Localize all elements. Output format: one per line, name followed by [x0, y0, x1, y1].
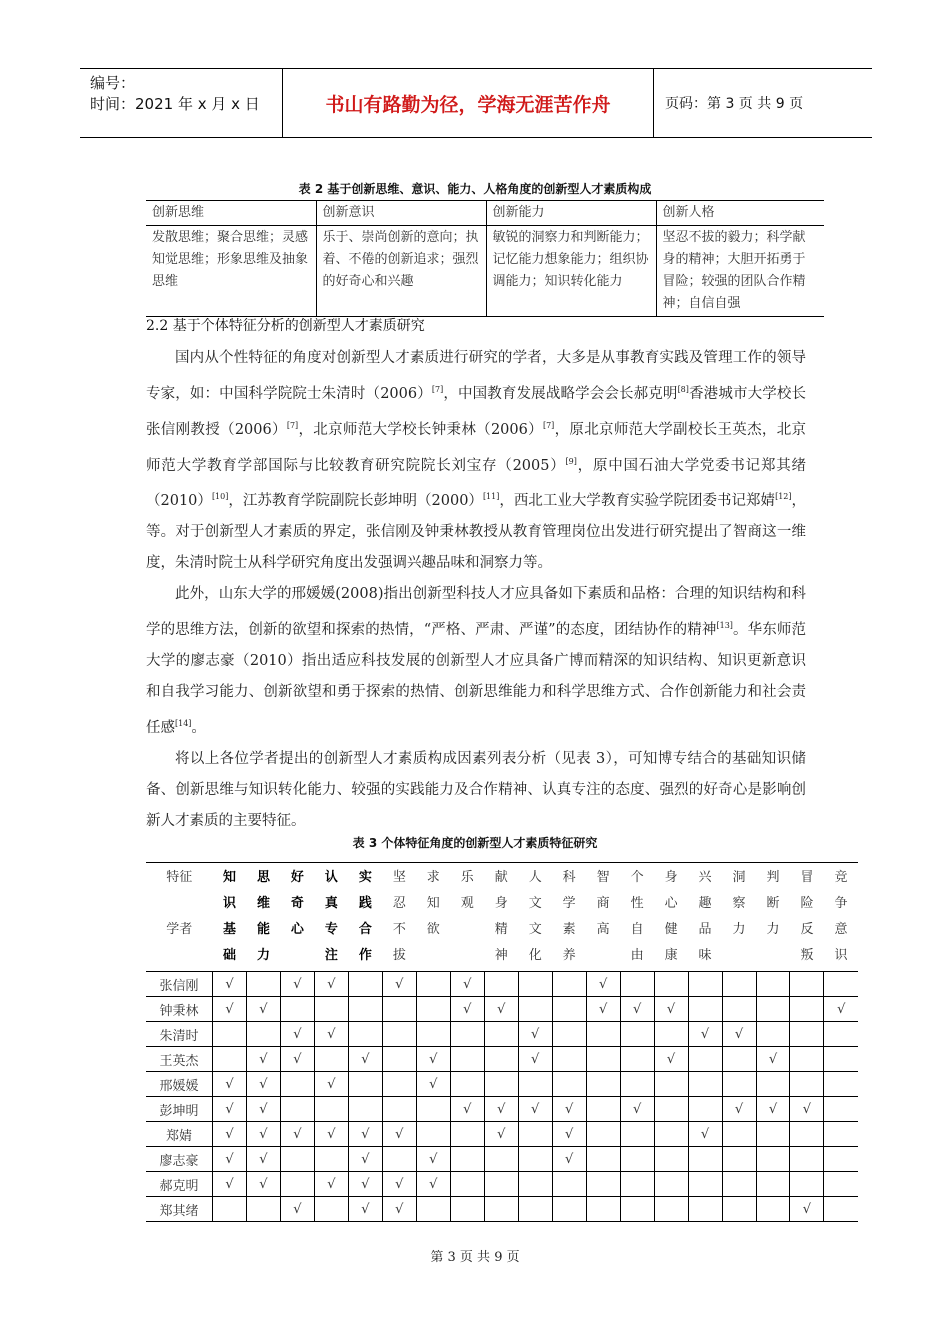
check-cell [620, 1047, 654, 1072]
check-cell: √ [314, 1122, 348, 1147]
check-cell [416, 1197, 450, 1222]
check-cell: √ [348, 1172, 382, 1197]
table2-cell: 乐于、崇尚创新的意向；执着、不倦的创新追求；强烈的好奇心和兴趣 [316, 226, 486, 317]
table3 [146, 862, 858, 1222]
check-cell [688, 972, 722, 997]
table2-cell: 发散思维；聚合思维；灵感知觉思维；形象思维及抽象思维 [146, 226, 316, 317]
table2 [146, 200, 824, 317]
check-cell: √ [586, 997, 620, 1022]
check-cell [824, 1097, 858, 1122]
check-cell [484, 1172, 518, 1197]
header-meta [90, 73, 280, 115]
table3-column-header: 知 识 基 础 [222, 870, 236, 963]
check-cell [654, 1072, 688, 1097]
check-cell: √ [246, 997, 280, 1022]
check-cell: √ [450, 997, 484, 1022]
check-cell: √ [790, 1197, 824, 1222]
check-cell: √ [246, 1172, 280, 1197]
check-cell: √ [280, 972, 314, 997]
scholar-name: 廖志豪 [146, 1147, 213, 1172]
table3-column-header: 科 学 素 养 [562, 870, 576, 963]
check-cell [518, 997, 552, 1022]
check-cell [484, 972, 518, 997]
check-cell: √ [620, 1097, 654, 1122]
check-cell [484, 1197, 518, 1222]
check-cell [586, 1022, 620, 1047]
check-cell [552, 997, 586, 1022]
section-title: 2.2 基于个体特征分析的创新型人才素质研究 [146, 318, 425, 334]
check-cell: √ [213, 1172, 247, 1197]
table3-body [146, 972, 858, 1222]
table3-row [146, 1197, 858, 1222]
table3-row [146, 1172, 858, 1197]
check-cell [824, 1022, 858, 1047]
check-cell [552, 1072, 586, 1097]
check-cell: √ [280, 1122, 314, 1147]
check-cell [688, 997, 722, 1022]
check-cell [416, 1097, 450, 1122]
paragraph [146, 579, 806, 744]
scholar-name: 钟秉林 [146, 997, 213, 1022]
check-cell [213, 1197, 247, 1222]
check-cell [790, 997, 824, 1022]
check-cell: √ [382, 1197, 416, 1222]
table2-header-cell: 创新意识 [316, 201, 486, 226]
check-cell [450, 1072, 484, 1097]
text-run: ，原北京师范大学副校长王英杰，北京师范大学教育学部国际与比较教育研究院院长刘宝存（2005） [146, 421, 806, 474]
corner-bottom: 学者 [166, 922, 193, 937]
check-cell [314, 1197, 348, 1222]
table3-column-header: 个 性 自 由 [630, 870, 644, 963]
check-cell [790, 1047, 824, 1072]
check-cell: √ [620, 997, 654, 1022]
scholar-name: 张信刚 [146, 972, 213, 997]
check-cell [280, 1147, 314, 1172]
table3-column-header: 兴 趣 品 味 [698, 870, 712, 963]
check-cell [824, 1047, 858, 1072]
check-cell: √ [416, 1172, 450, 1197]
check-cell [416, 972, 450, 997]
check-cell [280, 997, 314, 1022]
check-cell [382, 1072, 416, 1097]
check-cell [756, 1122, 790, 1147]
check-cell [484, 1022, 518, 1047]
reference: [8] [677, 385, 689, 394]
check-cell [688, 1147, 722, 1172]
check-cell [552, 972, 586, 997]
table3-column-header: 思 维 能 力 [256, 870, 270, 963]
check-cell [348, 972, 382, 997]
text-run: ，原中国石油大学党委书记郑其绪（2010） [146, 457, 807, 510]
table2-caption: 表 2 基于创新思维、意识、能力、人格角度的创新型人才素质构成 [298, 182, 652, 196]
reference: [10] [211, 492, 229, 502]
page-footer: 第 3 页 共 9 页 [430, 1250, 520, 1265]
check-cell [450, 1022, 484, 1047]
table3-row [146, 1072, 858, 1097]
table3-header-row [146, 863, 858, 972]
reference: [13] [716, 621, 733, 631]
check-cell [654, 1122, 688, 1147]
check-cell [586, 1197, 620, 1222]
check-cell [213, 1047, 247, 1072]
reference: [14] [175, 719, 192, 729]
check-cell [484, 1072, 518, 1097]
check-cell [824, 1172, 858, 1197]
table3-caption: 表 3 个体特征角度的创新型人才素质特征研究 [352, 836, 598, 850]
check-cell [280, 1097, 314, 1122]
check-cell [756, 1147, 790, 1172]
time-label: 时间：2021 年 x 月 x 日 [90, 95, 260, 113]
check-cell [416, 997, 450, 1022]
check-cell [722, 1197, 756, 1222]
check-cell [620, 1072, 654, 1097]
check-cell [382, 1047, 416, 1072]
check-cell [688, 1197, 722, 1222]
paragraph [146, 343, 806, 579]
check-cell [722, 1072, 756, 1097]
check-cell [756, 972, 790, 997]
check-cell [246, 972, 280, 997]
check-cell: √ [722, 1097, 756, 1122]
check-cell: √ [246, 1097, 280, 1122]
check-cell [518, 972, 552, 997]
check-cell [824, 1197, 858, 1222]
check-cell: √ [280, 1022, 314, 1047]
text-run: 此外，山东大学的邢媛媛(2008)指出创新型科技人才应具备如下素质和品格：合理的知识结构和科学的思维方法，创新的欲望和探索的热情，“严格、严肃、严谨”的态度，团结协作的精神 [146, 586, 806, 639]
check-cell [552, 1172, 586, 1197]
scholar-name: 王英杰 [146, 1047, 213, 1072]
check-cell: √ [314, 1072, 348, 1097]
table2-cell: 敏锐的洞察力和判断能力；记忆能力想象能力；组织协调能力；知识转化能力 [486, 226, 656, 317]
check-cell: √ [416, 1147, 450, 1172]
table2-cell: 坚忍不拔的毅力；科学献身的精神；大胆开拓勇于冒险；较强的团队合作精神；自信自强 [656, 226, 824, 317]
check-cell [654, 1197, 688, 1222]
table3-row [146, 1122, 858, 1147]
check-cell: √ [213, 1147, 247, 1172]
table2-header-cell: 创新能力 [486, 201, 656, 226]
check-cell: √ [314, 1172, 348, 1197]
check-cell [722, 1122, 756, 1147]
check-cell [824, 1072, 858, 1097]
check-cell: √ [348, 1122, 382, 1147]
paragraph: 将以上各位学者提出的创新型人才素质构成因素列表分析（见表 3），可知博专结合的基础知识储备、创新思维与知识转化能力、较强的实践能力及合作精神、认真专注的态度、强烈的好奇心是影响创新人才素质的主要特征。 [146, 750, 806, 829]
check-cell: √ [824, 997, 858, 1022]
check-cell: √ [213, 972, 247, 997]
check-cell [722, 1047, 756, 1072]
check-cell [382, 1097, 416, 1122]
check-cell [586, 1047, 620, 1072]
check-cell: √ [348, 1047, 382, 1072]
check-cell [790, 1072, 824, 1097]
check-cell [756, 1072, 790, 1097]
check-cell: √ [484, 1122, 518, 1147]
check-cell [824, 972, 858, 997]
reference: [7] [542, 420, 555, 430]
check-cell [620, 1172, 654, 1197]
table3-column-header: 判 断 力 [766, 870, 780, 937]
table2-row [146, 226, 824, 317]
check-cell: √ [213, 1072, 247, 1097]
check-cell: √ [756, 1097, 790, 1122]
table3-row [146, 972, 858, 997]
check-cell [790, 972, 824, 997]
check-cell: √ [654, 1047, 688, 1072]
check-cell [450, 1122, 484, 1147]
check-cell: √ [518, 1022, 552, 1047]
check-cell: √ [416, 1072, 450, 1097]
check-cell [756, 1022, 790, 1047]
check-cell [484, 1047, 518, 1072]
check-cell: √ [213, 1097, 247, 1122]
body-text [146, 343, 806, 837]
check-cell [586, 1097, 620, 1122]
reference: [11] [482, 492, 500, 502]
check-cell [654, 1022, 688, 1047]
check-cell: √ [552, 1122, 586, 1147]
text-run: ，江苏教育学院副院长彭坤明（2000） [228, 493, 483, 510]
check-cell [654, 1172, 688, 1197]
check-cell: √ [450, 972, 484, 997]
check-cell: √ [382, 972, 416, 997]
check-cell: √ [280, 1197, 314, 1222]
table3-column-header: 好 奇 心 [290, 870, 304, 937]
check-cell [620, 1022, 654, 1047]
check-cell [722, 972, 756, 997]
check-cell [790, 1022, 824, 1047]
table3-row [146, 1022, 858, 1047]
scholar-name: 郑其绪 [146, 1197, 213, 1222]
check-cell [824, 1122, 858, 1147]
check-cell [586, 1122, 620, 1147]
table3-row [146, 1097, 858, 1122]
check-cell [756, 997, 790, 1022]
check-cell [348, 1072, 382, 1097]
check-cell: √ [552, 1147, 586, 1172]
check-cell [416, 1122, 450, 1147]
table3-column-header: 求 知 欲 [426, 870, 440, 937]
check-cell [518, 1122, 552, 1147]
number-label: 编号： [90, 74, 136, 92]
check-cell: √ [518, 1047, 552, 1072]
check-cell: √ [348, 1147, 382, 1172]
scholar-name: 郑婧 [146, 1122, 213, 1147]
check-cell [518, 1072, 552, 1097]
check-cell [620, 972, 654, 997]
check-cell [484, 1147, 518, 1172]
check-cell: √ [450, 1097, 484, 1122]
check-cell [552, 1022, 586, 1047]
text-run: ，等。对于创新型人才素质的界定，张信刚及钟秉林教授从教育管理岗位出发进行研究提出了智商这一维度，朱清时院士从科学研究角度出发强调兴趣品味和洞察力等。 [146, 493, 807, 572]
table3-column-header: 洞 察 力 [732, 870, 746, 937]
check-cell [722, 1147, 756, 1172]
check-cell [620, 1147, 654, 1172]
table2-header-row [146, 201, 824, 226]
check-cell [314, 1047, 348, 1072]
check-cell: √ [246, 1072, 280, 1097]
check-cell: √ [213, 997, 247, 1022]
check-cell: √ [246, 1122, 280, 1147]
table3-row [146, 1147, 858, 1172]
scholar-name: 彭坤明 [146, 1097, 213, 1122]
table3-corner-cell [146, 863, 213, 972]
check-cell: √ [416, 1047, 450, 1072]
check-cell [688, 1097, 722, 1122]
check-cell [756, 1172, 790, 1197]
page-header [80, 68, 872, 138]
check-cell [824, 1147, 858, 1172]
check-cell [314, 1097, 348, 1122]
table3-column-header: 坚 忍 不 拔 [392, 870, 406, 963]
check-cell: √ [518, 1097, 552, 1122]
check-cell [654, 972, 688, 997]
check-cell [790, 1172, 824, 1197]
check-cell [213, 1022, 247, 1047]
check-cell [688, 1047, 722, 1072]
check-cell [348, 1022, 382, 1047]
check-cell: √ [348, 1197, 382, 1222]
check-cell [450, 1147, 484, 1172]
scholar-name: 朱清时 [146, 1022, 213, 1047]
check-cell [688, 1172, 722, 1197]
check-cell [348, 1097, 382, 1122]
text-run: 国内从个性特征的角度对创新型人才素质进行研究的学者，大多是从事教育实践及管理工作的领导专家，如：中国科学院院士朱清时（2006） [146, 350, 806, 402]
check-cell: √ [246, 1047, 280, 1072]
table3-column-header: 认 真 专 注 [324, 870, 338, 963]
check-cell: √ [382, 1172, 416, 1197]
check-cell: √ [314, 972, 348, 997]
table3-column-header: 人 文 文 化 [528, 870, 542, 963]
table2-header-cell: 创新人格 [656, 201, 824, 226]
check-cell: √ [654, 997, 688, 1022]
check-cell [314, 997, 348, 1022]
reference: [12] [775, 492, 792, 502]
table3-row [146, 1047, 858, 1072]
check-cell [620, 1197, 654, 1222]
text-run: 。华东师范大学的廖志豪（2010）指出适应科技发展的创新型人才应具备广博而精深的知识结构、知识更新意识和自我学习能力、创新欲望和勇于探索的热情、创新思维能力和科学思维方式、合作创新能力和社会责任感 [146, 622, 807, 736]
table2-header-cell: 创新思维 [146, 201, 316, 226]
table3-column-header: 献 身 精 神 [494, 870, 508, 963]
check-cell: √ [484, 997, 518, 1022]
table3-column-header: 实 践 合 作 [358, 870, 372, 963]
check-cell: √ [688, 1022, 722, 1047]
check-cell [416, 1022, 450, 1047]
reference: [9] [565, 456, 577, 466]
check-cell [280, 1072, 314, 1097]
table3-column-header: 乐 观 [460, 870, 474, 911]
check-cell [552, 1047, 586, 1072]
check-cell [586, 1147, 620, 1172]
reference: [7] [286, 420, 299, 430]
check-cell: √ [552, 1097, 586, 1122]
check-cell: √ [586, 972, 620, 997]
check-cell: √ [790, 1097, 824, 1122]
check-cell [790, 1122, 824, 1147]
text-run: ，中国教育发展战略学会会长郝克明 [443, 385, 678, 402]
scholar-name: 邢媛媛 [146, 1072, 213, 1097]
check-cell: √ [756, 1047, 790, 1072]
check-cell [382, 997, 416, 1022]
check-cell [450, 1172, 484, 1197]
check-cell [382, 1147, 416, 1172]
check-cell [722, 997, 756, 1022]
text-run: 香港城市大学校长张信刚教授（2006） [146, 385, 807, 438]
check-cell [654, 1097, 688, 1122]
check-cell [314, 1147, 348, 1172]
table3-column-header: 身 心 健 康 [664, 870, 678, 963]
check-cell [382, 1022, 416, 1047]
scholar-name: 郝克明 [146, 1172, 213, 1197]
check-cell [722, 1172, 756, 1197]
table3-column-header: 冒 险 反 叛 [800, 870, 814, 963]
text-run: ，北京师范大学校长钟秉林（2006） [298, 421, 543, 438]
header-motto: 书山有路勤为径，学海无涯苦作舟 [282, 69, 654, 137]
check-cell [450, 1047, 484, 1072]
text-run: 。 [191, 719, 206, 736]
reference: [7] [431, 385, 444, 394]
text-run: ，西北工业大学教育实验学院团委书记郑婧 [499, 493, 776, 510]
table3-row [146, 997, 858, 1022]
check-cell [654, 1147, 688, 1172]
check-cell [790, 1147, 824, 1172]
check-cell [246, 1022, 280, 1047]
check-cell: √ [246, 1147, 280, 1172]
check-cell: √ [688, 1122, 722, 1147]
check-cell: √ [314, 1022, 348, 1047]
check-cell [348, 997, 382, 1022]
table3-column-header: 竞 争 意 识 [834, 870, 848, 963]
check-cell: √ [280, 1047, 314, 1072]
check-cell [280, 1172, 314, 1197]
check-cell [756, 1197, 790, 1222]
check-cell: √ [213, 1122, 247, 1147]
check-cell: √ [382, 1122, 416, 1147]
check-cell [518, 1147, 552, 1172]
check-cell [620, 1122, 654, 1147]
check-cell [586, 1172, 620, 1197]
check-cell: √ [484, 1097, 518, 1122]
check-cell [518, 1197, 552, 1222]
check-cell [518, 1172, 552, 1197]
corner-top: 特征 [166, 870, 193, 885]
check-cell [450, 1197, 484, 1222]
check-cell [688, 1072, 722, 1097]
check-cell: √ [722, 1022, 756, 1047]
check-cell [552, 1197, 586, 1222]
header-page-info: 页码：第 3 页 共 9 页 [665, 96, 804, 112]
table3-column-header: 智 商 高 [596, 870, 610, 937]
check-cell [246, 1197, 280, 1222]
check-cell [586, 1072, 620, 1097]
